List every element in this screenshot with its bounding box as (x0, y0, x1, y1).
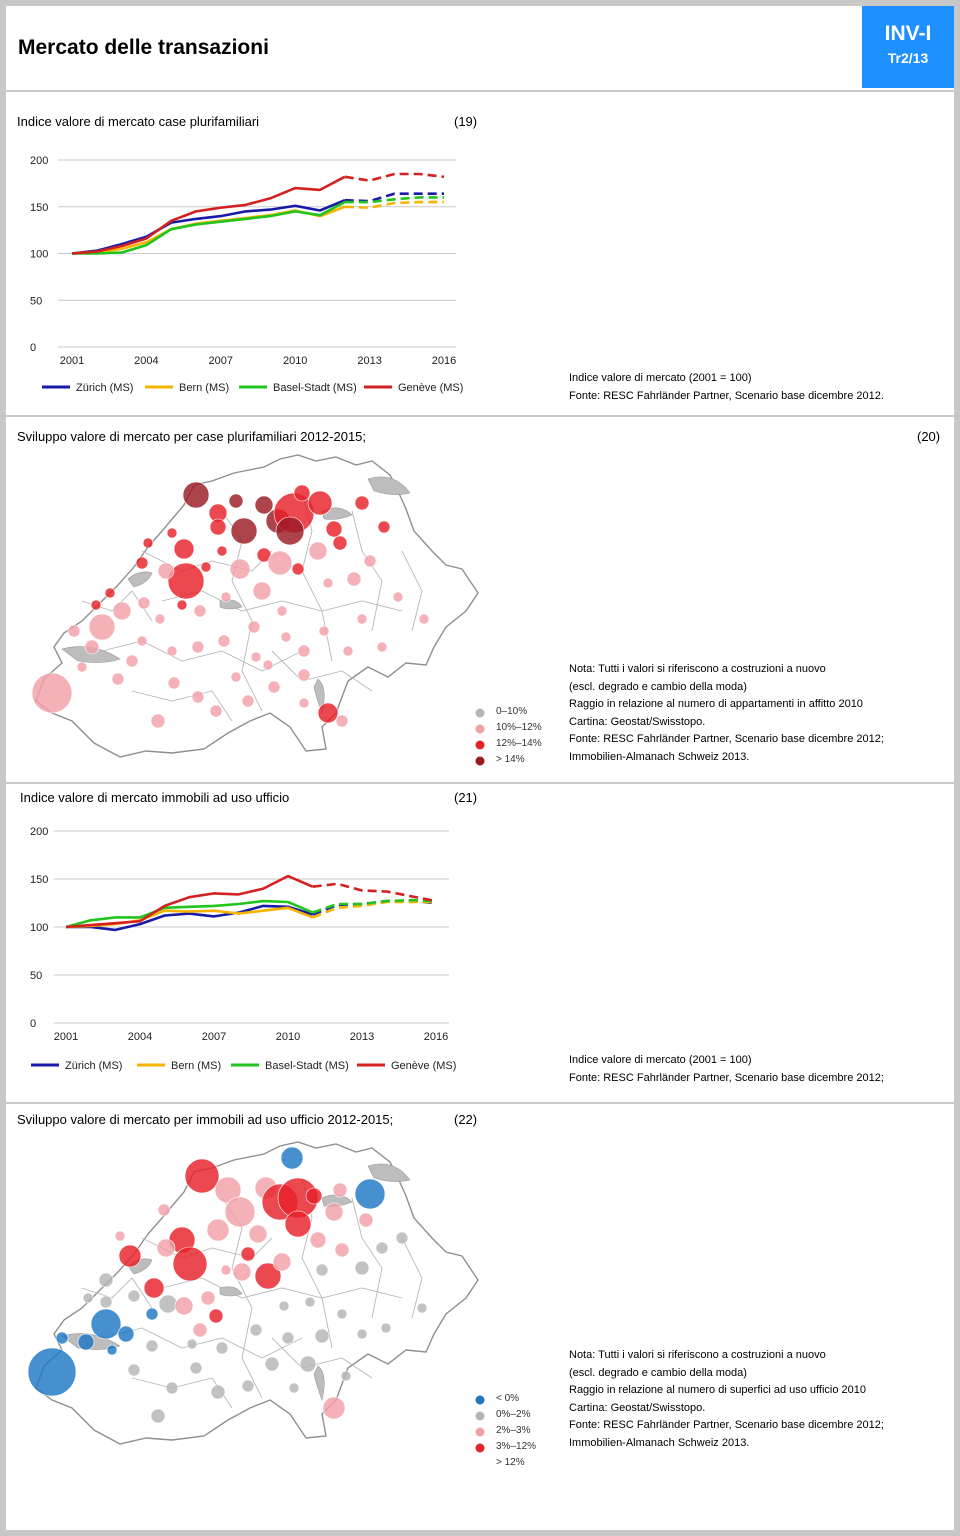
map20-note (569, 661, 884, 766)
region-bubble (187, 1339, 197, 1349)
region-bubble (305, 1297, 315, 1307)
region-bubble (32, 673, 72, 713)
region-bubble (253, 582, 271, 600)
region-bubble (151, 714, 165, 728)
legend-label: 12%–14% (496, 738, 542, 749)
region-bubble (251, 652, 261, 662)
legend-label: Genève (MS) (391, 1060, 457, 1072)
region-bubble (326, 521, 342, 537)
region-bubble (210, 705, 222, 717)
region-bubble (347, 572, 361, 586)
legend-label: Basel-Stadt (MS) (265, 1060, 349, 1072)
region-bubble (91, 600, 101, 610)
region-bubble (241, 1247, 255, 1261)
region-bubble (217, 546, 227, 556)
x-tick-label: 2016 (423, 1031, 449, 1043)
region-bubble (221, 1265, 231, 1275)
map20-switzerland (22, 451, 492, 769)
region-bubble (183, 482, 209, 508)
chart21-note (569, 1052, 884, 1087)
legend-label: Basel-Stadt (MS) (273, 382, 357, 394)
y-tick-label: 100 (30, 922, 49, 934)
region-bubble (318, 703, 338, 723)
region-bubble (115, 1231, 125, 1241)
region-bubble (276, 517, 304, 545)
legend-dot (476, 741, 485, 750)
region-bubble (299, 698, 309, 708)
region-bubble (207, 1219, 229, 1241)
region-bubble (377, 642, 387, 652)
x-tick-label: 2004 (127, 1031, 153, 1043)
region-bubble (126, 655, 138, 667)
map22-note-line: Raggio in relazione al numero di superfici ad uso ufficio 2010 (569, 1384, 866, 1396)
region-bubble (158, 563, 174, 579)
region-bubble (335, 1243, 349, 1257)
region-bubble (242, 695, 254, 707)
x-tick-label: 2016 (431, 355, 457, 367)
y-tick-label: 150 (30, 201, 49, 214)
region-bubble (263, 660, 273, 670)
region-bubble (357, 614, 367, 624)
legend-label: 10%–12% (496, 722, 542, 733)
region-bubble (85, 640, 99, 654)
region-bubble (99, 1273, 113, 1287)
region-bubble (393, 592, 403, 602)
region-bubble (298, 669, 310, 681)
map22-note-line: Immobilien-Almanach Schweiz 2013. (569, 1436, 750, 1449)
region-bubble (173, 1247, 207, 1281)
region-bubble (310, 1232, 326, 1248)
region-bubble (396, 1232, 408, 1244)
chart21-note-line: Fonte: RESC Fahrländer Partner, Scenario base dicembre 2012; (569, 1071, 884, 1084)
region-bubble (91, 1309, 121, 1339)
region-bubble (192, 641, 204, 653)
region-bubble (333, 1183, 347, 1197)
legend-dot (476, 1444, 485, 1453)
map20-title: Sviluppo valore di mercato per case plurifamiliari 2012-2015; (17, 429, 367, 444)
chart19-note-line: Fonte: RESC Fahrländer Partner, Scenario base dicembre 2012. (569, 389, 884, 402)
region-bubble (174, 539, 194, 559)
region-bubble (113, 602, 131, 620)
chart19 (6, 146, 476, 396)
region-bubble (28, 1348, 76, 1396)
region-bubble (355, 1261, 369, 1275)
series-actual (72, 200, 345, 253)
region-bubble (309, 542, 327, 560)
region-bubble (268, 551, 292, 575)
region-bubble (268, 681, 280, 693)
region-bubble (192, 691, 204, 703)
region-bubble (285, 1211, 311, 1237)
region-bubble (233, 1263, 251, 1281)
legend-label: > 12% (496, 1457, 525, 1468)
y-tick-label: 100 (30, 248, 49, 261)
region-bubble (83, 1293, 93, 1303)
region-bubble (78, 1334, 94, 1350)
divider (6, 415, 954, 417)
map20-note-line: (escl. degrado e cambio della moda) (569, 680, 747, 693)
region-bubble (167, 646, 177, 656)
region-bubble (325, 1203, 343, 1221)
region-bubble (166, 1382, 178, 1394)
region-bubble (218, 635, 230, 647)
x-tick-label: 2013 (349, 1031, 375, 1043)
region-bubble (273, 1253, 291, 1271)
region-bubble (190, 1362, 202, 1374)
legend-label: > 14% (496, 754, 525, 765)
region-bubble (250, 1324, 262, 1336)
region-bubble (128, 1290, 140, 1302)
region-bubble (417, 1303, 427, 1313)
chart21-title: Indice valore di mercato immobili ad uso ufficio (20, 790, 290, 805)
region-bubble (118, 1326, 134, 1342)
region-bubble (211, 1385, 225, 1399)
map20-note-line: Raggio in relazione al numero di appartamenti in affitto 2010 (569, 698, 863, 710)
region-bubble (242, 1380, 254, 1392)
legend-dot (476, 1396, 485, 1405)
x-tick-label: 2010 (282, 355, 308, 367)
region-bubble (306, 1188, 322, 1204)
region-bubble (201, 562, 211, 572)
page-title: Mercato delle transazioni (18, 36, 269, 59)
region-bubble (333, 536, 347, 550)
region-bubble (323, 578, 333, 588)
region-bubble (177, 600, 187, 610)
legend-dot (476, 725, 485, 734)
region-bubble (376, 1242, 388, 1254)
x-tick-label: 2013 (357, 355, 382, 367)
region-bubble (56, 1332, 68, 1344)
region-bubble (255, 496, 273, 514)
region-bubble (231, 518, 257, 544)
chart19-note (569, 370, 884, 405)
region-bubble (128, 1364, 140, 1376)
region-bubble (157, 1239, 175, 1257)
region-bubble (136, 557, 148, 569)
map22-note-line: (escl. degrado e cambio della moda) (569, 1366, 747, 1379)
region-bubble (378, 521, 390, 533)
region-bubble (355, 496, 369, 510)
region-bubble (137, 636, 147, 646)
y-tick-label: 150 (30, 874, 49, 886)
y-tick-label: 50 (30, 970, 43, 982)
region-bubble (319, 626, 329, 636)
region-bubble (221, 592, 231, 602)
map20-note-line: Immobilien-Almanach Schweiz 2013. (569, 750, 750, 763)
section-badge (862, 6, 954, 88)
x-tick-label: 2010 (275, 1031, 301, 1043)
region-bubble (193, 1323, 207, 1337)
region-bubble (357, 1329, 367, 1339)
region-bubble (151, 1409, 165, 1423)
chart19-title: Indice valore di mercato case plurifamiliari (17, 114, 260, 129)
region-bubble (146, 1340, 158, 1352)
region-bubble (138, 597, 150, 609)
y-tick-label: 0 (30, 1018, 37, 1030)
y-tick-label: 0 (30, 342, 37, 354)
region-bubble (175, 1297, 193, 1315)
region-bubble (89, 614, 115, 640)
x-tick-label: 2001 (53, 1031, 79, 1043)
region-bubble (230, 559, 250, 579)
region-bubble (158, 1204, 170, 1216)
y-tick-label: 200 (30, 826, 49, 838)
region-bubble (323, 1397, 345, 1419)
region-bubble (341, 1371, 351, 1381)
legend-dot (476, 1412, 485, 1421)
map20-note-line: Fonte: RESC Fahrländer Partner, Scenario base dicembre 2012; (569, 733, 884, 745)
region-bubble (77, 662, 87, 672)
region-bubble (68, 625, 80, 637)
chart19-note-line: Indice valore di mercato (2001 = 100) (569, 372, 752, 384)
badge-page: Tr2/13 (887, 50, 929, 66)
legend-dot (476, 709, 485, 718)
region-bubble (343, 646, 353, 656)
legend-label: 2%–3% (496, 1425, 531, 1436)
region-bubble (294, 485, 310, 501)
region-bubble (282, 1332, 294, 1344)
map22-number: (22) (454, 1112, 478, 1127)
region-bubble (144, 1278, 164, 1298)
legend-dot (476, 1428, 485, 1437)
chart19-number: (19) (454, 114, 478, 129)
legend-label: Zürich (MS) (76, 382, 134, 394)
legend-label: 0–10% (496, 706, 528, 717)
series-actual (72, 177, 345, 254)
region-bubble (419, 614, 429, 624)
region-bubble (281, 1147, 303, 1169)
legend-label: Zürich (MS) (65, 1060, 123, 1072)
region-bubble (292, 563, 304, 575)
region-bubble (159, 1295, 177, 1313)
badge-code: INV-I (884, 22, 932, 45)
x-tick-label: 2004 (134, 355, 159, 367)
page-header (6, 6, 954, 92)
region-bubble (168, 677, 180, 689)
report-page (6, 6, 954, 1530)
region-bubble (279, 1301, 289, 1311)
region-bubble (277, 606, 287, 616)
region-bubble (355, 1179, 385, 1209)
region-bubble (281, 632, 291, 642)
legend-label: Bern (MS) (171, 1060, 222, 1072)
region-bubble (105, 588, 115, 598)
legend-label: < 0% (496, 1393, 520, 1404)
region-bubble (167, 528, 177, 538)
legend-label: 3%–12% (496, 1441, 537, 1452)
map22-note-line: Nota: Tutti i valori si riferiscono a costruzioni a nuovo (569, 1349, 826, 1361)
region-bubble (210, 519, 226, 535)
chart21-number: (21) (454, 790, 478, 805)
region-bubble (249, 1225, 267, 1243)
map22-switzerland (22, 1138, 492, 1456)
legend-dot (476, 757, 485, 766)
chart21 (6, 818, 476, 1082)
map22-note-line: Fonte: RESC Fahrländer Partner, Scenario base dicembre 2012; (569, 1419, 884, 1431)
map20-note-line: Nota: Tutti i valori si riferiscono a costruzioni a nuovo (569, 663, 826, 675)
x-tick-label: 2007 (201, 1031, 227, 1043)
map20-note-line: Cartina: Geostat/Swisstopo. (569, 715, 706, 728)
region-bubble (146, 1308, 158, 1320)
region-bubble (248, 621, 260, 633)
region-bubble (225, 1197, 255, 1227)
y-tick-label: 200 (30, 155, 49, 167)
series-forecast (345, 174, 444, 181)
region-bubble (185, 1159, 219, 1193)
legend-label: 0%–2% (496, 1409, 531, 1420)
series-forecast (313, 884, 436, 901)
region-bubble (300, 1356, 316, 1372)
region-bubble (364, 555, 376, 567)
divider (6, 1102, 954, 1104)
series-line (66, 901, 436, 930)
region-bubble (201, 1291, 215, 1305)
region-bubble (265, 1357, 279, 1371)
region-bubble (231, 672, 241, 682)
region-bubble (216, 1342, 228, 1354)
region-bubble (112, 673, 124, 685)
region-bubble (337, 1309, 347, 1319)
region-bubble (143, 538, 153, 548)
legend-label: Bern (MS) (179, 382, 230, 394)
region-bubble (119, 1245, 141, 1267)
map22-note (569, 1347, 884, 1452)
region-bubble (308, 491, 332, 515)
x-tick-label: 2007 (208, 355, 234, 367)
x-tick-label: 2001 (59, 355, 85, 367)
divider (6, 782, 954, 784)
map22-title: Sviluppo valore di mercato per immobili ad uso ufficio 2012-2015; (17, 1112, 394, 1127)
series-forecast (313, 902, 436, 917)
region-bubble (381, 1323, 391, 1333)
region-bubble (336, 715, 348, 727)
y-tick-label: 50 (30, 295, 43, 308)
region-bubble (298, 645, 310, 657)
region-bubble (316, 1264, 328, 1276)
region-bubble (359, 1213, 373, 1227)
map20-number: (20) (917, 429, 941, 444)
region-bubble (155, 614, 165, 624)
region-bubble (209, 1309, 223, 1323)
region-bubble (194, 605, 206, 617)
region-bubble (289, 1383, 299, 1393)
region-bubble (107, 1345, 117, 1355)
chart21-note-line: Indice valore di mercato (2001 = 100) (569, 1054, 752, 1066)
legend-label: Genève (MS) (398, 382, 464, 394)
map22-note-line: Cartina: Geostat/Swisstopo. (569, 1401, 706, 1414)
region-bubble (315, 1329, 329, 1343)
region-bubble (100, 1296, 112, 1308)
region-bubble (229, 494, 243, 508)
